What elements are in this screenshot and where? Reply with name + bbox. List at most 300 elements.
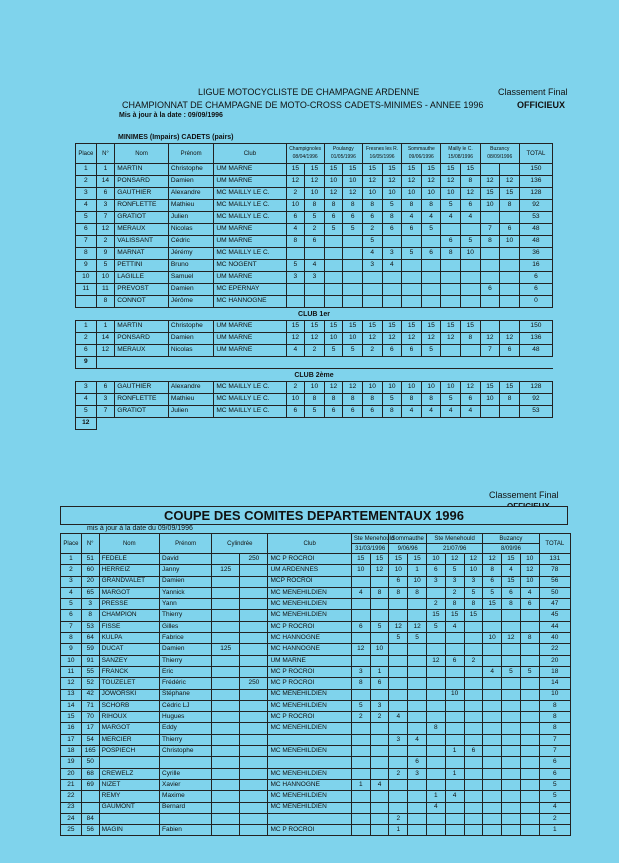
score-cell xyxy=(445,678,464,689)
score-cell xyxy=(389,791,408,802)
score-cell xyxy=(351,576,370,587)
score-cell: 3 xyxy=(389,734,408,745)
score-cell xyxy=(370,791,389,802)
place-cell: 19 xyxy=(61,757,82,768)
score-cell: 7 xyxy=(480,345,500,357)
section-row xyxy=(76,308,553,321)
club-cell: UM MARNE xyxy=(214,236,286,248)
score-cell xyxy=(426,689,445,700)
score-cell: 8 xyxy=(461,176,481,188)
name-cell: NIZET xyxy=(99,779,159,790)
score-cell: 5 xyxy=(464,587,483,598)
score-cell xyxy=(351,723,370,734)
score-cell: 6 xyxy=(286,406,305,418)
score-cell xyxy=(389,757,408,768)
score-cell xyxy=(502,734,521,745)
club-cell xyxy=(268,757,351,768)
score-cell xyxy=(351,599,370,610)
score-cell: 6 xyxy=(362,212,382,224)
score-cell xyxy=(445,813,464,824)
col-header: Club xyxy=(268,534,351,554)
score-cell xyxy=(445,700,464,711)
club-cell: UM MARNE xyxy=(214,224,286,236)
score-cell: 2 xyxy=(305,224,325,236)
score-cell xyxy=(351,689,370,700)
firstname-cell: David xyxy=(160,554,212,565)
score-cell: 15 xyxy=(461,321,481,333)
total-cell: 45 xyxy=(539,610,570,621)
score-cell xyxy=(520,757,539,768)
score-cell: 6 xyxy=(421,248,441,260)
score-cell xyxy=(520,655,539,666)
score-cell: 5 xyxy=(382,394,402,406)
score-cell: 4 xyxy=(421,212,441,224)
firstname-cell: Jérémy xyxy=(168,248,213,260)
coupe-table xyxy=(60,533,571,836)
score-cell xyxy=(426,666,445,677)
score-cell xyxy=(408,689,427,700)
score-cell xyxy=(421,284,441,296)
name-cell: FEDELE xyxy=(99,554,159,565)
club-cell xyxy=(268,734,351,745)
score-cell: 10 xyxy=(421,382,441,394)
club-cell: MC MENEHILDIEN xyxy=(268,802,351,813)
score-cell xyxy=(408,712,427,723)
score-cell xyxy=(445,712,464,723)
score-cell xyxy=(370,757,389,768)
score-cell: 12 xyxy=(480,176,500,188)
score-cell: 6 xyxy=(461,200,481,212)
score-cell: 8 xyxy=(305,200,325,212)
score-cell: 6 xyxy=(286,212,305,224)
score-cell: 8 xyxy=(389,587,408,598)
score-cell: 4 xyxy=(305,260,325,272)
score-cell: 5 xyxy=(343,224,363,236)
club-cell: UM MARNE xyxy=(214,176,286,188)
championship-title: CHAMPIONNAT DE CHAMPAGNE DE MOTO-CROSS CADETS-MINIMES - ANNEE 1996 xyxy=(122,100,484,110)
score-cell: 5 xyxy=(421,224,441,236)
club-cell: MC EPERNAY xyxy=(214,284,286,296)
score-cell: 5 xyxy=(389,633,408,644)
score-cell: 8 xyxy=(426,723,445,734)
name-cell: MAGIN xyxy=(99,825,159,836)
place-cell: 22 xyxy=(61,791,82,802)
score-cell xyxy=(426,644,445,655)
number-cell: 8 xyxy=(81,610,99,621)
firstname-cell: Fabrice xyxy=(160,633,212,644)
table-row xyxy=(61,599,571,610)
score-cell xyxy=(370,610,389,621)
score-cell xyxy=(464,700,483,711)
firstname-cell: Jérôme xyxy=(168,296,213,308)
place-cell: 9 xyxy=(76,260,97,272)
club-cell: MC MENEHILDIEN xyxy=(268,768,351,779)
score-cell xyxy=(464,621,483,632)
score-cell xyxy=(502,802,521,813)
number-cell: 65 xyxy=(81,587,99,598)
total-cell: 7 xyxy=(539,746,570,757)
number-cell: 14 xyxy=(96,176,115,188)
score-cell xyxy=(520,768,539,779)
score-cell: 10 xyxy=(343,333,363,345)
place-cell: 7 xyxy=(76,236,97,248)
place-cell: 3 xyxy=(76,188,97,200)
cylinder-cell xyxy=(240,802,268,813)
event-name: Poulangy xyxy=(332,146,354,152)
event-date: 08/09/1996 xyxy=(487,154,513,160)
number-cell: 60 xyxy=(81,565,99,576)
number-cell: 50 xyxy=(81,757,99,768)
cylinder-cell xyxy=(212,712,240,723)
score-cell xyxy=(402,296,422,308)
score-cell xyxy=(408,610,427,621)
total-cell: 20 xyxy=(539,655,570,666)
name-cell: CHAMPION xyxy=(99,610,159,621)
total-cell: 16 xyxy=(519,260,552,272)
score-cell xyxy=(370,723,389,734)
score-cell: 8 xyxy=(408,587,427,598)
firstname-cell: Julien xyxy=(168,212,213,224)
club-cell: MC HANNOGNE xyxy=(214,296,286,308)
score-cell: 6 xyxy=(402,224,422,236)
place-cell: 6 xyxy=(61,610,82,621)
firstname-cell: Eddy xyxy=(160,723,212,734)
score-cell: 12 xyxy=(402,176,422,188)
score-cell: 4 xyxy=(461,212,481,224)
table-row xyxy=(61,712,571,723)
score-cell: 10 xyxy=(483,633,502,644)
club-cell: UM ARDENNES xyxy=(268,565,351,576)
score-cell xyxy=(421,296,441,308)
event-name: Mailly le C. xyxy=(448,146,473,152)
score-cell xyxy=(500,272,520,284)
score-cell: 6 xyxy=(480,284,500,296)
club-cell: MC P ROCROI xyxy=(268,825,351,836)
event-header xyxy=(286,144,324,164)
score-cell: 2 xyxy=(445,587,464,598)
cylinder-cell: 125 xyxy=(212,565,240,576)
score-cell xyxy=(426,825,445,836)
number-cell: 3 xyxy=(96,200,115,212)
name-cell: TOUZELET xyxy=(99,678,159,689)
score-cell xyxy=(421,236,441,248)
name-cell: CREWELZ xyxy=(99,768,159,779)
score-cell xyxy=(402,260,422,272)
score-cell xyxy=(480,406,500,418)
table-row xyxy=(76,176,553,188)
cylinder-cell xyxy=(212,813,240,824)
total-cell: 53 xyxy=(519,212,552,224)
score-cell xyxy=(441,284,461,296)
score-cell xyxy=(343,248,363,260)
score-cell xyxy=(464,723,483,734)
score-cell: 8 xyxy=(362,394,382,406)
score-cell xyxy=(461,345,481,357)
score-cell: 10 xyxy=(480,200,500,212)
score-cell: 6 xyxy=(370,678,389,689)
score-cell: 5 xyxy=(382,200,402,212)
place-cell: 5 xyxy=(61,599,82,610)
score-cell: 12 xyxy=(402,333,422,345)
cylinder-cell: 250 xyxy=(240,554,268,565)
score-cell xyxy=(502,757,521,768)
firstname-cell: Hugues xyxy=(160,712,212,723)
place-cell: 23 xyxy=(61,802,82,813)
club-cell: MC MENEHILDIEN xyxy=(268,610,351,621)
table-row xyxy=(61,802,571,813)
table-row xyxy=(61,644,571,655)
score-cell xyxy=(370,825,389,836)
club-sum-cell: 12 xyxy=(76,418,97,430)
score-cell: 2 xyxy=(362,224,382,236)
event-name: Sommauthe xyxy=(389,534,427,544)
score-cell: 4 xyxy=(461,406,481,418)
score-cell xyxy=(324,236,343,248)
update-date: Mis à jour à la date : 09/09/1996 xyxy=(119,112,223,119)
table-row xyxy=(76,212,553,224)
score-cell: 15 xyxy=(445,610,464,621)
cylinder-cell xyxy=(240,576,268,587)
score-cell xyxy=(389,610,408,621)
score-cell xyxy=(441,224,461,236)
place-cell: 6 xyxy=(76,224,97,236)
score-cell xyxy=(389,746,408,757)
score-cell: 8 xyxy=(500,394,520,406)
total-cell: 8 xyxy=(539,700,570,711)
score-cell: 12 xyxy=(286,176,305,188)
score-cell: 3 xyxy=(464,576,483,587)
firstname-cell: Bruno xyxy=(168,260,213,272)
place-cell: 4 xyxy=(61,587,82,598)
score-cell xyxy=(441,272,461,284)
score-cell xyxy=(389,779,408,790)
score-cell: 4 xyxy=(402,212,422,224)
score-cell: 15 xyxy=(305,164,325,176)
score-cell xyxy=(351,746,370,757)
place-cell: 4 xyxy=(76,200,97,212)
score-cell: 6 xyxy=(502,587,521,598)
table-row xyxy=(76,260,553,272)
score-cell: 3 xyxy=(351,666,370,677)
score-cell xyxy=(351,791,370,802)
score-cell xyxy=(480,248,500,260)
score-cell: 10 xyxy=(464,565,483,576)
score-cell xyxy=(286,284,305,296)
name-cell: SANZEY xyxy=(99,655,159,666)
score-cell: 2 xyxy=(362,345,382,357)
coupe-update-date: mis à jour à la date du 09/09/1996 xyxy=(87,525,193,532)
score-cell xyxy=(502,723,521,734)
number-cell: 56 xyxy=(81,825,99,836)
score-cell: 2 xyxy=(389,813,408,824)
club-cell: MC NOGENT xyxy=(214,260,286,272)
score-cell xyxy=(362,296,382,308)
cylinder-cell xyxy=(212,633,240,644)
score-cell xyxy=(370,655,389,666)
score-cell: 8 xyxy=(324,200,343,212)
score-cell: 15 xyxy=(480,188,500,200)
place-cell: 10 xyxy=(76,272,97,284)
score-cell xyxy=(382,236,402,248)
score-cell xyxy=(426,746,445,757)
club-cell: MC MENEHILDIEN xyxy=(268,791,351,802)
score-cell: 4 xyxy=(370,779,389,790)
place-cell: 1 xyxy=(76,164,97,176)
place-cell: 2 xyxy=(76,176,97,188)
score-cell: 15 xyxy=(370,554,389,565)
club-cell: MC P ROCROI xyxy=(268,678,351,689)
score-cell xyxy=(408,779,427,790)
score-cell: 15 xyxy=(421,321,441,333)
place-cell: 3 xyxy=(76,382,97,394)
score-cell: 4 xyxy=(286,224,305,236)
score-cell: 4 xyxy=(382,260,402,272)
cylinder-cell xyxy=(240,734,268,745)
score-cell: 6 xyxy=(426,565,445,576)
number-cell: 68 xyxy=(81,768,99,779)
firstname-cell: Gilles xyxy=(160,621,212,632)
table-row xyxy=(61,723,571,734)
score-cell: 2 xyxy=(305,345,325,357)
score-cell: 2 xyxy=(286,188,305,200)
club-cell: MC HANNOGNE xyxy=(268,633,351,644)
event-date: 09/06/1996 xyxy=(408,154,434,160)
name-cell: GAUTHIER xyxy=(115,382,169,394)
score-cell xyxy=(480,212,500,224)
table-row xyxy=(61,678,571,689)
firstname-cell: Thierry xyxy=(160,734,212,745)
place-cell: 21 xyxy=(61,779,82,790)
table-row xyxy=(61,689,571,700)
event-name: Ste Menehould xyxy=(351,534,389,544)
total-cell: 6 xyxy=(519,284,552,296)
score-cell xyxy=(461,272,481,284)
score-cell: 15 xyxy=(441,164,461,176)
score-cell: 12 xyxy=(389,621,408,632)
cylinder-cell xyxy=(240,723,268,734)
score-cell: 6 xyxy=(351,621,370,632)
col-header: Nom xyxy=(115,144,169,164)
place-cell: 18 xyxy=(61,746,82,757)
score-cell xyxy=(408,791,427,802)
score-cell: 8 xyxy=(502,599,521,610)
score-cell xyxy=(520,678,539,689)
score-cell: 10 xyxy=(286,200,305,212)
score-cell: 6 xyxy=(324,212,343,224)
score-cell: 12 xyxy=(305,333,325,345)
score-cell xyxy=(483,768,502,779)
total-cell: 22 xyxy=(539,644,570,655)
score-cell: 8 xyxy=(480,236,500,248)
score-cell xyxy=(324,248,343,260)
event-header xyxy=(324,144,362,164)
score-cell: 2 xyxy=(426,599,445,610)
score-cell xyxy=(351,734,370,745)
club-cell: MC HANNOGNE xyxy=(268,779,351,790)
score-cell xyxy=(461,260,481,272)
number-cell: 3 xyxy=(81,599,99,610)
cylinder-cell xyxy=(212,576,240,587)
table-row xyxy=(76,296,553,308)
score-cell xyxy=(389,644,408,655)
score-cell xyxy=(520,644,539,655)
firstname-cell: Thierry xyxy=(160,610,212,621)
firstname-cell: Yannick xyxy=(160,587,212,598)
number-cell: 12 xyxy=(96,345,115,357)
score-cell xyxy=(502,779,521,790)
classement-label-2: Classement Final xyxy=(489,490,559,500)
name-cell: CONNOT xyxy=(115,296,169,308)
score-cell xyxy=(520,779,539,790)
score-cell xyxy=(426,633,445,644)
score-cell: 15 xyxy=(286,164,305,176)
table-row xyxy=(61,734,571,745)
score-cell xyxy=(520,791,539,802)
club-cell: UM MARNE xyxy=(214,345,286,357)
score-cell xyxy=(520,621,539,632)
score-cell xyxy=(502,712,521,723)
score-cell: 4 xyxy=(483,666,502,677)
score-cell xyxy=(389,802,408,813)
name-cell: LAGILLE xyxy=(115,272,169,284)
score-cell xyxy=(483,779,502,790)
event-name: Sommauthe xyxy=(407,146,435,152)
firstname-cell: Cédric xyxy=(168,236,213,248)
score-cell: 15 xyxy=(324,164,343,176)
name-cell: JOWORSKI xyxy=(99,689,159,700)
score-cell: 10 xyxy=(520,576,539,587)
score-cell: 8 xyxy=(483,565,502,576)
number-cell: 84 xyxy=(81,813,99,824)
club-sum-row xyxy=(76,418,553,430)
score-cell xyxy=(408,813,427,824)
total-cell: 8 xyxy=(539,723,570,734)
section-row xyxy=(76,369,553,382)
col-header: Nom xyxy=(99,534,159,554)
score-cell: 4 xyxy=(408,734,427,745)
place-cell: 6 xyxy=(76,345,97,357)
table-row xyxy=(61,746,571,757)
table-row xyxy=(76,321,553,333)
score-cell xyxy=(286,296,305,308)
firstname-cell: Mathieu xyxy=(168,200,213,212)
club-cell: MC MAILLY LE C. xyxy=(214,188,286,200)
col-header: Prénom xyxy=(168,144,213,164)
score-cell: 6 xyxy=(362,406,382,418)
total-cell: 92 xyxy=(519,200,552,212)
score-cell xyxy=(351,655,370,666)
cylinder-cell xyxy=(212,655,240,666)
club-cell: MC MENEHILDIEN xyxy=(268,746,351,757)
cylinder-cell xyxy=(240,599,268,610)
total-cell: 2 xyxy=(539,813,570,824)
score-cell: 4 xyxy=(441,212,461,224)
score-cell xyxy=(520,610,539,621)
score-cell: 15 xyxy=(483,599,502,610)
number-cell: 10 xyxy=(96,272,115,284)
number-cell xyxy=(81,802,99,813)
score-cell: 15 xyxy=(421,164,441,176)
score-cell xyxy=(520,813,539,824)
number-cell: 91 xyxy=(81,655,99,666)
table-row xyxy=(61,633,571,644)
score-cell: 8 xyxy=(362,200,382,212)
score-cell: 5 xyxy=(324,345,343,357)
place-cell: 15 xyxy=(61,712,82,723)
score-cell: 5 xyxy=(426,621,445,632)
number-cell: 52 xyxy=(81,678,99,689)
score-cell xyxy=(502,644,521,655)
